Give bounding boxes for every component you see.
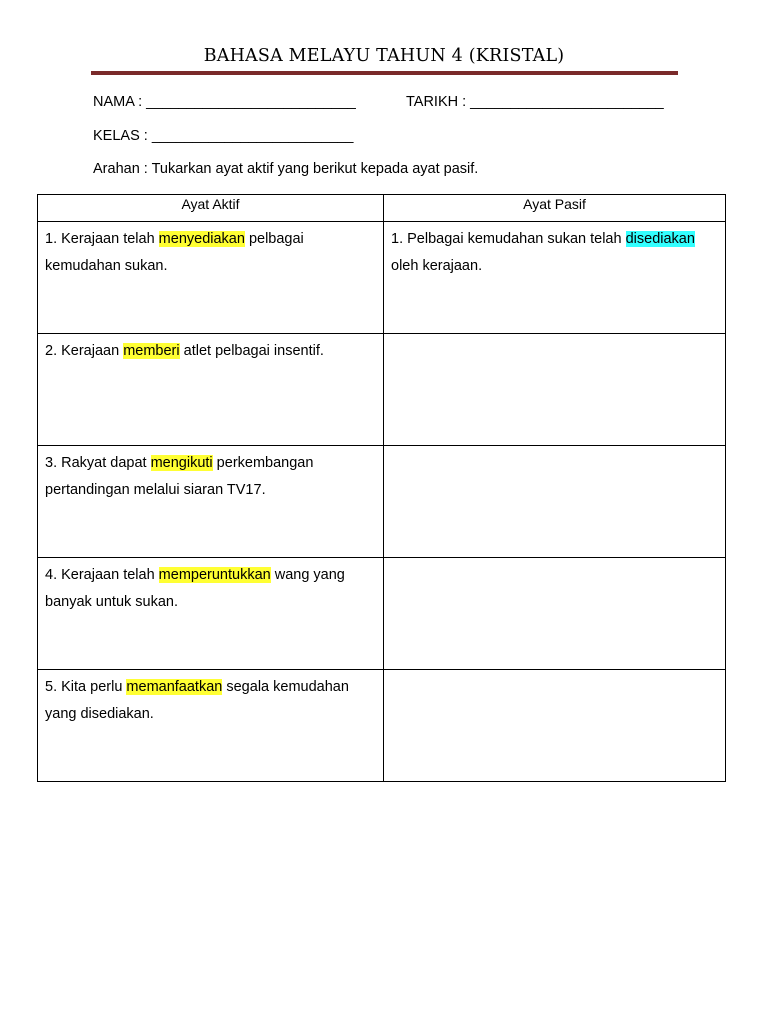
pasif-answer-cell[interactable]	[384, 670, 726, 782]
sentence-text: 1. Pelbagai kemudahan sukan telah	[391, 231, 626, 247]
sentence-text: 4. Kerajaan telah	[45, 567, 159, 583]
sentence-text: perkembangan pertandingan melalui siaran TV17.	[45, 455, 314, 498]
highlighted-verb: memanfaatkan	[126, 679, 223, 695]
page-title: BAHASA MELAYU TAHUN 4 (KRISTAL)	[203, 46, 565, 66]
pasif-cell[interactable]	[384, 222, 726, 334]
table-row	[38, 670, 726, 782]
table-row	[38, 446, 726, 558]
tarikh-field[interactable]: TARIKH : ________________________	[406, 94, 664, 110]
pasif-answer-cell[interactable]	[384, 334, 726, 446]
sentence-text: 5. Kita perlu	[45, 679, 127, 695]
sentence-text: 2. Kerajaan	[45, 343, 124, 359]
table-row	[38, 558, 726, 670]
sentence-text: 1. Kerajaan telah	[45, 231, 159, 247]
header-ayat-pasif: Ayat Pasif	[384, 195, 726, 222]
table-row	[38, 222, 726, 334]
highlighted-verb: memberi	[123, 343, 180, 359]
pasif-answer-cell[interactable]	[384, 558, 726, 670]
aktif-cell	[38, 334, 384, 446]
highlighted-verb: menyediakan	[158, 231, 245, 247]
sentence-text: pelbagai kemudahan sukan.	[45, 231, 304, 274]
highlighted-verb: memperuntukkan	[158, 567, 271, 583]
aktif-cell	[38, 222, 384, 334]
highlighted-verb: mengikuti	[150, 455, 213, 471]
table-header-row	[38, 195, 726, 222]
instruction-text: Arahan : Tukarkan ayat aktif yang berikut kepada ayat pasif.	[93, 161, 479, 177]
sentence-text: 3. Rakyat dapat	[45, 455, 151, 471]
kelas-field[interactable]: KELAS : _________________________	[93, 128, 354, 144]
table-row	[38, 334, 726, 446]
header-ayat-aktif: Ayat Aktif	[38, 195, 384, 222]
nama-field[interactable]: NAMA : __________________________	[93, 94, 356, 110]
aktif-cell	[38, 670, 384, 782]
highlighted-verb: disediakan	[625, 231, 695, 247]
aktif-cell	[38, 558, 384, 670]
sentence-text: segala kemudahan yang disediakan.	[45, 679, 349, 722]
title-rule	[91, 71, 678, 75]
sentence-text: atlet pelbagai insentif.	[179, 343, 324, 359]
sentence-text: oleh kerajaan.	[391, 258, 483, 274]
aktif-cell	[38, 446, 384, 558]
sentence-text: wang yang banyak untuk sukan.	[45, 567, 345, 610]
pasif-answer-cell[interactable]	[384, 446, 726, 558]
exercise-table	[37, 194, 726, 782]
